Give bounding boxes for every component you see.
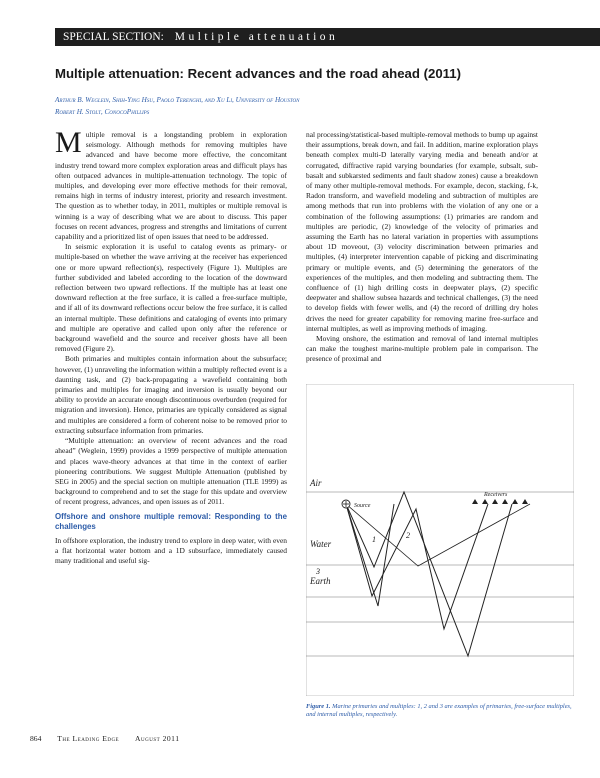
figure-frame bbox=[306, 384, 574, 696]
paragraph-intro: ultiple removal is a longstanding problem in exploration seismology. Although methods for removing multiples have advanced and have become more effective, the concomitant industry trend toward more complex exploration areas and difficult plays has often outpaced advances in multiple-attenuation technology. The topic of multiples, and developing ever more effective methods for their removal, remains high in terms of industry interest, priority and research investment. The question as to whether today, in 2011, multiples or multiple removal is winning is a way of describing what we are about to discuss. This paper focuses on recent advances, progress and strengths and limitations of current capability and a prioritized list of open issues that need to be addressed. bbox=[55, 130, 287, 242]
label-receivers: Receivers bbox=[484, 492, 508, 498]
label-source: Source bbox=[354, 503, 371, 509]
journal-name: The Leading Edge bbox=[57, 734, 120, 743]
label-earth: Earth bbox=[310, 576, 331, 586]
paragraph-overview: “Multiple attenuation: an overview of recent advances and the road ahead” (Weglein, 1999) provides a 1999 perspective of multiple attenuation and places wave-theory advances at that time in the context of earlier pioneering contributions. We suggest Multiple Attenuation (published by SEG in 2005) and the special section on multiple attenuation (TLE 1999) as background to comprehend and to set the stage for this update and overview of recent progress, advances, and open issues as of 2011. bbox=[55, 436, 287, 507]
banner-topic: Multiple attenuation bbox=[174, 31, 339, 43]
authors-line-2: Robert H. Stolt, ConocoPhillips bbox=[55, 108, 150, 116]
paragraph-offshore: In offshore exploration, the industry trend to explore in deep water, with even a flat horizontal water bottom and a 1D subsurface, immediately caused many traditional and useful sig- bbox=[55, 535, 287, 565]
banner-section-label: SPECIAL SECTION: bbox=[63, 31, 164, 43]
label-water: Water bbox=[310, 539, 332, 549]
figure-1-diagram bbox=[306, 384, 574, 696]
page-footer bbox=[30, 734, 194, 743]
label-ray-3: 3 bbox=[316, 567, 320, 576]
issue-date: August 2011 bbox=[135, 734, 180, 743]
paragraph-information: Both primaries and multiples contain information about the subsurface; however, (1) unraveling the information within a multiply reflected event is a daunting task, and (2) back-propagating a wavefield containing both primaries and multiples for imaging and inversion is usually beyond our ability to provide an accurate enough discontinuous overburden (required for migration and inversion). Hence, primaries are typically considered as signal and multiples are considered a form of coherent noise to be removed prior to extracting subsurface information from primaries. bbox=[55, 354, 287, 435]
paragraph-catalog: In seismic exploration it is useful to catalog events as primary- or multiple-based on whether the wave arriving at the receiver has experienced one or more upward reflection(s), respectively (Figure 1). Multiples are further subdivided and labeled according to the location of the downward reflection between two upward reflections. If the multiple has at least one downward reflection at the free surface, it is called a free-surface multiple, and if all of its downward reflections occur below the free surface, it is called an internal multiple. These definitions and cataloging of events into primary and multiple are operative and called upon only after the reference or background wavefield and the source and receiver ghosts have all been removed (Figure 2). bbox=[55, 242, 287, 354]
caption-text: Marine primaries and multiples: 1, 2 and 3 are examples of primaries, free-surface multiples, and internal multiples, respectively. bbox=[306, 703, 572, 719]
authors-line-1: Arthur B. Weglein, Shih-Ying Hsu, Paolo Terenghi, and Xu Li, University of Houston bbox=[55, 96, 300, 104]
caption-label: Figure 1. bbox=[306, 703, 331, 710]
figure-1 bbox=[306, 384, 574, 696]
label-ray-2: 2 bbox=[406, 531, 410, 540]
left-column bbox=[55, 126, 287, 566]
label-ray-1: 1 bbox=[372, 535, 376, 544]
author-block bbox=[55, 94, 575, 118]
page-number: 864 bbox=[30, 734, 42, 743]
figure-1-caption bbox=[306, 703, 574, 720]
right-column bbox=[306, 130, 538, 365]
paragraph-onshore: Moving onshore, the estimation and removal of land internal multiples can make the toughest marine-multiple problem pale in comparison. The presence of proximal and bbox=[306, 334, 538, 364]
section-subheading: Offshore and onshore multiple removal: Responding to the challenges bbox=[55, 511, 287, 532]
drop-cap: M bbox=[55, 126, 82, 159]
section-banner bbox=[55, 28, 600, 46]
label-air: Air bbox=[310, 478, 322, 488]
paragraph-marine: nal processing/statistical-based multiple-removal methods to bump up against their assumptions, break down, and fail. In addition, marine exploration plays beneath complex multi-D laterally varying media and beneath and/or at corrugated, diffractive rapid varying boundaries (for example, subsalt, sub-basalt and subkarsted sediments and fault shadow zones) cause a breakdown of many other multiple-removal methods. For example, decon, stacking, f-k, Radon transform, and wavefield modeling and subtraction of multiples are among methods that run into problems with the violation of any one or a combination of the following assumptions: (1) primaries are random and multiples are periodic, (2) knowledge of the velocity of primaries and assuming the Earth has no lateral variation in properties with assumptions about 1D moveout, (3) velocity discrimination between primaries and multiples, (4) interpreter intervention capable of picking and discriminating primary or multiple events, and (5) determining the generators of the experiences of the multiples, and then modeling and subtracting them. The confluence of (1) high drilling costs in deepwater plays, (2) specific deepwater and shallow subsea hazards and technical challenges, (3) the need to develop fields with fewer wells, and (4) the record of drilling dry holes drives the need for greater capability for removing marine free-surface and internal multiples, as well as improving methods of imaging. bbox=[306, 130, 538, 333]
article-title: Multiple attenuation: Recent advances and the road ahead (2011) bbox=[55, 66, 461, 81]
